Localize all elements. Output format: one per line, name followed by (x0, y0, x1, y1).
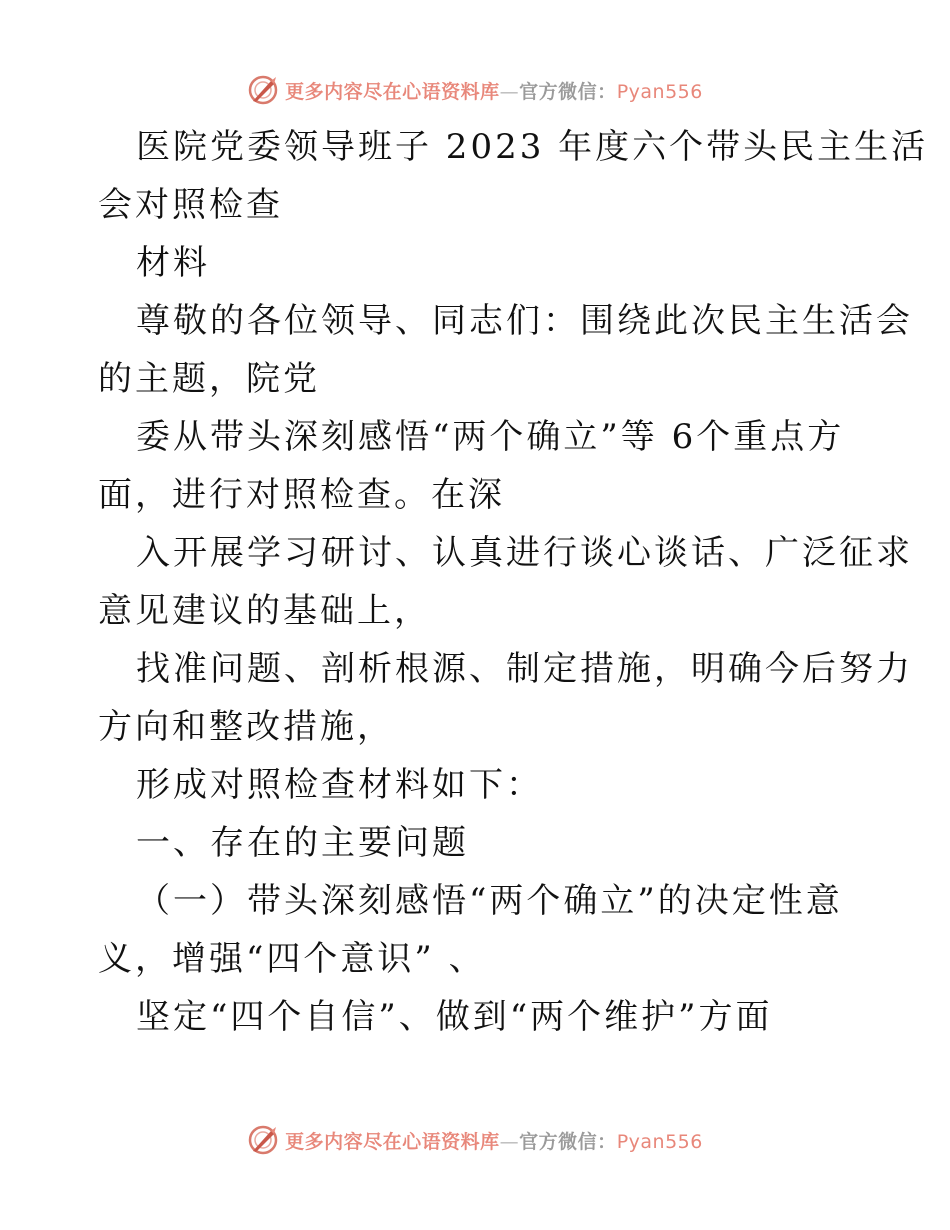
doc-text-line: 方向和整改措施， (98, 707, 394, 747)
watermark-dash: — (499, 80, 520, 103)
doc-text-line: 面，进行对照检查。在深 (98, 475, 505, 515)
document-body (98, 118, 929, 1046)
watermark-text (285, 77, 703, 104)
doc-text-line: 尊敬的各位领导、同志们：围绕此次民主生活会 (136, 301, 913, 341)
doc-text-line: 找准问题、剖析根源、制定措施，明确今后努力 (136, 649, 913, 689)
watermark-wechat-id: Pyan556 (616, 1130, 703, 1153)
doc-text-line: 意见建议的基础上， (98, 591, 431, 631)
watermark-dash: — (499, 1130, 520, 1153)
section-heading: 一、存在的主要问题 (136, 823, 469, 863)
doc-text-line: 入开展学习研讨、认真进行谈心谈话、广泛征求 (136, 533, 913, 573)
watermark-official-label: 官方微信： (519, 80, 617, 103)
quill-logo-icon (247, 74, 279, 106)
doc-title-line-2: 会对照检查 (98, 185, 283, 225)
watermark-wechat-id: Pyan556 (616, 80, 703, 103)
watermark-brand: 更多内容尽在心语资料库 (285, 80, 500, 103)
quill-logo-icon (247, 1124, 279, 1156)
doc-title-line-1: 医院党委领导班子 2023 年度六个带头民主生活 (136, 127, 929, 167)
watermark-text (285, 1127, 703, 1154)
footer-watermark (0, 1120, 950, 1160)
header-watermark (0, 70, 950, 110)
subsection-heading-line-1: （一）带头深刻感悟“两个确立”的决定性意 (136, 881, 843, 921)
doc-text-line: 形成对照检查材料如下： (136, 765, 543, 805)
watermark-brand: 更多内容尽在心语资料库 (285, 1130, 500, 1153)
doc-text-line: 委从带头深刻感悟“两个确立”等 6个重点方 (136, 417, 845, 457)
watermark-official-label: 官方微信： (519, 1130, 617, 1153)
subsection-heading-line-3: 坚定“四个自信”、做到“两个维护”方面 (136, 997, 773, 1037)
doc-title-line-3: 材料 (136, 243, 210, 283)
doc-text-line: 的主题，院党 (98, 359, 320, 399)
subsection-heading-line-2: 义，增强“四个意识” 、 (98, 939, 486, 979)
